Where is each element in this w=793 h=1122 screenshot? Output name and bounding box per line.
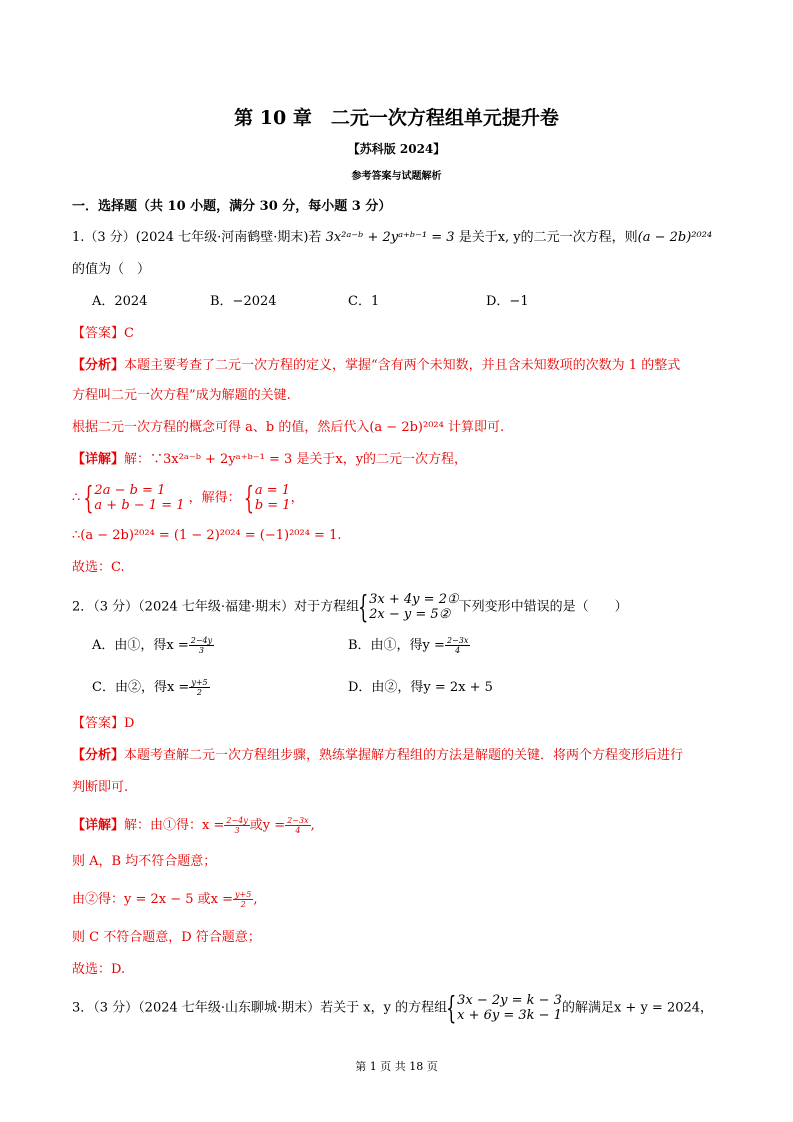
section-heading: 一．选择题（共 10 小题，满分 30 分，每小题 3 分） bbox=[72, 199, 392, 214]
q2-choice: 故选：D. bbox=[72, 962, 126, 977]
q1-option-b: B．−2024 bbox=[210, 294, 277, 309]
q1-analysis-1: 【分析】本题主要考查了二元一次方程的定义，掌握“含有两个未知数，并且含未知数项的次数为 1 的整式 bbox=[72, 358, 681, 373]
q2-option-a: A．由①，得x = $\frac{2-4y}{3}$ bbox=[92, 636, 213, 655]
q2-option-b: B．由①，得y = $\frac{2-3x}{4}$ bbox=[348, 636, 469, 655]
q1-analysis-2: 方程叫二元一次方程”成为解题的关键. bbox=[72, 388, 291, 403]
q2-option-c: C．由②，得x = $\frac{y+5}{2}$ bbox=[92, 678, 208, 697]
q3-stem: 3．（3 分）（2024 七年级·山东聊城·期末）若关于 x，y 的方程组 { 3x − 2y = k − 3 x + 6y = 3k − 1 的解满足x + y = 2024， bbox=[72, 993, 713, 1023]
q2-detail-4: 则 C 不符合题意，D 符合题意； bbox=[72, 930, 261, 945]
q1-detail-1: 【详解】解：∵3x²ᵃ⁻ᵇ + 2yᵃ⁺ᵇ⁻¹ = 3 是关于x，y的二元一次方程， bbox=[72, 452, 468, 467]
q2-answer: 【答案】D bbox=[72, 716, 135, 731]
q1-option-c: C．1 bbox=[348, 294, 380, 309]
page-footer: 第 1 页 共 18 页 bbox=[355, 1060, 438, 1073]
q1-detail-system: ∴ { 2a − b = 1 a + b − 1 = 1 ，解得： { a = 1 b = 1 ， bbox=[72, 483, 304, 513]
q1-answer: 【答案】C bbox=[72, 326, 134, 341]
q2-detail-1: 【详解】解：由①得：x = $\frac{2-4y}{3}$ 或y = $\frac{2-3x}{4}$ , bbox=[72, 816, 315, 835]
q1-choice: 故选：C. bbox=[72, 560, 125, 575]
q2-analysis-2: 判断即可. bbox=[72, 780, 129, 795]
q1-stem: 1.（3 分）(2024 七年级·河南鹤壁·期末)若 3x²ᵃ⁻ᵇ + 2yᵃ⁺ᵇ⁻¹ = 3 是关于x, y的二元一次方程，则(a − 2b)²⁰²⁴ bbox=[72, 230, 713, 245]
q1-analysis-3: 根据二元一次方程的概念可得 a、b 的值，然后代入(a − 2b)²⁰²⁴ 计算即可. bbox=[72, 420, 505, 435]
q1-option-d: D．−1 bbox=[486, 294, 529, 309]
q2-analysis-1: 【分析】本题考查解二元一次方程组步骤，熟练掌握解方程组的方法是解题的关键．将两个方程变形后进行 bbox=[72, 748, 684, 763]
page-title: 第 10 章 二元一次方程组单元提升卷 bbox=[234, 107, 559, 129]
q2-stem: 2．（3 分）（2024 七年级·福建·期末）对于方程组 { 3x + 4y = 2① 2x − y = 5② 下列变形中错误的是（ ） bbox=[72, 592, 628, 622]
q1-detail-3: ∴(a − 2b)²⁰²⁴ = (1 − 2)²⁰²⁴ = (−1)²⁰²⁴ = 1. bbox=[72, 528, 342, 543]
q1-stem-tail: 的值为（ ） bbox=[72, 262, 151, 277]
q2-option-d: D．由②，得y = 2x + 5 bbox=[348, 680, 493, 695]
subtitle: 参考答案与试题解析 bbox=[351, 171, 442, 182]
q2-detail-2: 则 A，B 均不符合题意； bbox=[72, 854, 217, 869]
edition-label: 【苏科版 2024】 bbox=[347, 142, 446, 156]
q1-option-a: A．2024 bbox=[92, 294, 148, 309]
q2-detail-3: 由②得：y = 2x − 5 或x = $\frac{y+5}{2}$ , bbox=[72, 890, 258, 909]
